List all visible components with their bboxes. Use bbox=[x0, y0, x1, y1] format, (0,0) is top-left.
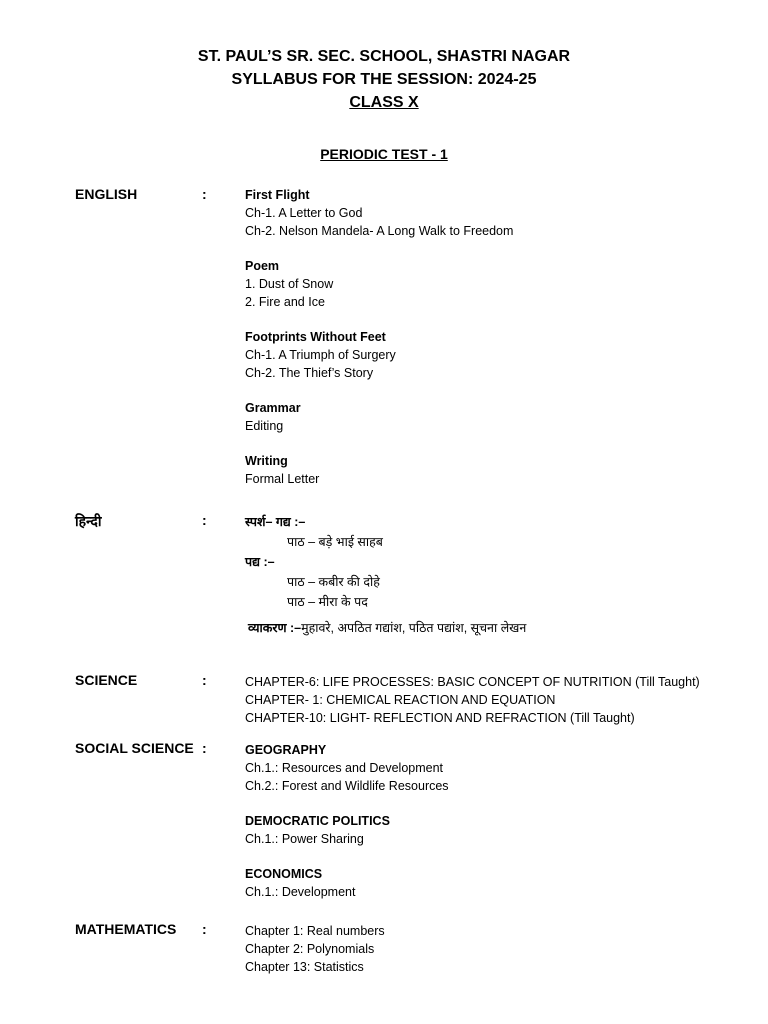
vyakaran-line bbox=[245, 618, 745, 638]
section-heading: Writing bbox=[245, 454, 288, 468]
section-heading: ECONOMICS bbox=[245, 867, 323, 881]
section-heading: GEOGRAPHY bbox=[245, 743, 327, 757]
colon: : bbox=[202, 186, 207, 202]
list-item: Ch-1. A Letter to God bbox=[245, 206, 363, 220]
list-item: Ch.1.: Resources and Development bbox=[245, 761, 444, 775]
list-item: Ch.1.: Power Sharing bbox=[245, 832, 364, 846]
science-content bbox=[245, 673, 745, 727]
list-item: Chapter 1: Real numbers bbox=[245, 924, 385, 938]
mathematics-content bbox=[245, 922, 745, 976]
list-item: पाठ – मीरा के पद bbox=[287, 595, 368, 609]
subject-mathematics: MATHEMATICS bbox=[75, 921, 177, 937]
list-item: 1. Dust of Snow bbox=[245, 277, 334, 291]
colon: : bbox=[202, 740, 207, 756]
section-heading: पद्य :– bbox=[245, 555, 275, 569]
section-heading: Grammar bbox=[245, 401, 301, 415]
subject-english: ENGLISH bbox=[75, 186, 138, 202]
list-item: CHAPTER- 1: CHEMICAL REACTION AND EQUATION bbox=[245, 693, 556, 707]
list-item: Formal Letter bbox=[245, 472, 320, 486]
subject-hindi: हिन्दी bbox=[75, 513, 102, 529]
list-item: Chapter 13: Statistics bbox=[245, 960, 364, 974]
test-title: PERIODIC TEST - 1 bbox=[320, 146, 448, 162]
colon: : bbox=[202, 512, 207, 528]
hindi-content bbox=[245, 512, 745, 638]
social-science-content bbox=[245, 741, 745, 901]
section-heading: Footprints Without Feet bbox=[245, 330, 386, 344]
section-heading: First Flight bbox=[245, 188, 310, 202]
subject-social-science: SOCIAL SCIENCE bbox=[75, 740, 194, 756]
list-item: Ch.1.: Development bbox=[245, 885, 356, 899]
section-heading: DEMOCRATIC POLITICS bbox=[245, 814, 390, 828]
list-item: Ch-2. Nelson Mandela- A Long Walk to Freedom bbox=[245, 224, 514, 238]
list-item: Ch-2. The Thief’s Story bbox=[245, 366, 374, 380]
list-item: CHAPTER-10: LIGHT- REFLECTION AND REFRACTION (Till Taught) bbox=[245, 711, 635, 725]
colon: : bbox=[202, 672, 207, 688]
list-item: पाठ – बड़े भाई साहब bbox=[287, 535, 383, 549]
english-content bbox=[245, 186, 745, 488]
school-name: ST. PAUL’S SR. SEC. SCHOOL, SHASTRI NAGAR bbox=[197, 48, 571, 65]
list-item: Editing bbox=[245, 419, 284, 433]
list-item: Ch-1. A Triumph of Surgery bbox=[245, 348, 396, 362]
vyakaran-text: मुहावरे, अपठित गद्यांश, पठित पद्यांश, सूचना लेखन bbox=[301, 621, 527, 635]
section-heading: Poem bbox=[245, 259, 280, 273]
list-item: पाठ – कबीर की दोहे bbox=[287, 575, 380, 589]
list-item: Ch.2.: Forest and Wildlife Resources bbox=[245, 779, 449, 793]
section-heading: स्पर्श– गद्य :– bbox=[245, 515, 306, 529]
class-title: CLASS X bbox=[349, 94, 419, 111]
list-item: Chapter 2: Polynomials bbox=[245, 942, 375, 956]
subject-science: SCIENCE bbox=[75, 672, 138, 688]
document-header bbox=[0, 45, 768, 114]
colon: : bbox=[202, 921, 207, 937]
session-title: SYLLABUS FOR THE SESSION: 2024-25 bbox=[231, 71, 537, 88]
section-heading: व्याकरण :– bbox=[248, 621, 302, 635]
list-item: CHAPTER-6: LIFE PROCESSES: BASIC CONCEPT OF NUTRITION (Till Taught) bbox=[245, 675, 700, 689]
list-item: 2. Fire and Ice bbox=[245, 295, 325, 309]
